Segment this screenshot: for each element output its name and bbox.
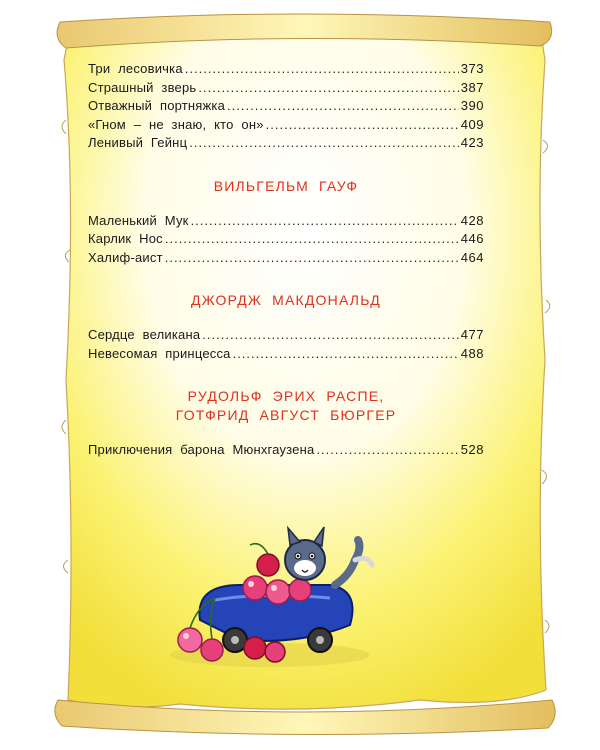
story-title: Невесомая принцесса — [88, 345, 231, 361]
page-number: 464 — [460, 249, 484, 265]
page-number: 488 — [460, 345, 484, 361]
author-name-line: ДЖОРДЖ МАКДОНАЛЬД — [191, 292, 381, 308]
dot-leader — [266, 116, 459, 135]
toc-entry — [88, 326, 484, 345]
dot-leader — [191, 212, 459, 231]
story-title: Страшный зверь — [88, 79, 197, 95]
page-number: 373 — [460, 61, 484, 76]
dot-leader — [165, 249, 459, 268]
page-number: 409 — [460, 116, 484, 132]
author-heading — [88, 177, 484, 196]
dot-leader — [316, 441, 458, 460]
page-number: 446 — [460, 231, 484, 246]
toc-entry — [88, 212, 484, 231]
dot-leader — [202, 326, 459, 345]
toc-entry — [88, 60, 484, 79]
dot-leader — [227, 97, 459, 116]
story-title: Ленивый Гейнц — [88, 135, 188, 150]
author-name-line: РУДОЛЬФ ЭРИХ РАСПЕ, — [187, 388, 385, 404]
dot-leader — [165, 230, 459, 249]
story-title: Сердце великана — [88, 327, 201, 342]
author-heading — [88, 387, 484, 425]
author-name-line: ГОТФРИД АВГУСТ БЮРГЕР — [175, 407, 397, 423]
toc-entry — [88, 116, 484, 135]
toc-section — [88, 291, 484, 363]
table-of-contents — [88, 60, 484, 460]
toc-entry — [88, 134, 484, 153]
story-title: Халиф-аист — [88, 249, 163, 265]
story-title: Приключения барона Мюнхгаузена — [88, 442, 315, 457]
page-number: 477 — [460, 327, 484, 342]
toc-section — [88, 387, 484, 460]
story-title: «Гном – не знаю, кто он» — [88, 116, 264, 132]
story-title: Три лесовичка — [88, 61, 183, 76]
toc-section — [88, 177, 484, 268]
page-number: 423 — [460, 135, 484, 150]
page-number: 387 — [460, 79, 484, 95]
toc-entry — [88, 79, 484, 98]
story-title: Отважный портняжка — [88, 98, 226, 113]
page-number: 528 — [460, 442, 484, 457]
page-number: 390 — [460, 98, 484, 113]
toc-entry — [88, 441, 484, 460]
story-title: Маленький Мук — [88, 212, 189, 228]
toc-section — [88, 60, 484, 153]
dot-leader — [185, 60, 459, 79]
author-name-line: ВИЛЬГЕЛЬМ ГАУФ — [213, 177, 359, 194]
page-number: 428 — [460, 212, 484, 228]
toc-entry — [88, 249, 484, 268]
dot-leader — [233, 345, 459, 364]
story-title: Карлик Нос — [88, 231, 163, 246]
toc-entry — [88, 97, 484, 116]
dot-leader — [189, 134, 459, 153]
dot-leader — [198, 79, 458, 98]
author-heading — [88, 291, 484, 310]
toc-entry — [88, 230, 484, 249]
toc-entry — [88, 345, 484, 364]
